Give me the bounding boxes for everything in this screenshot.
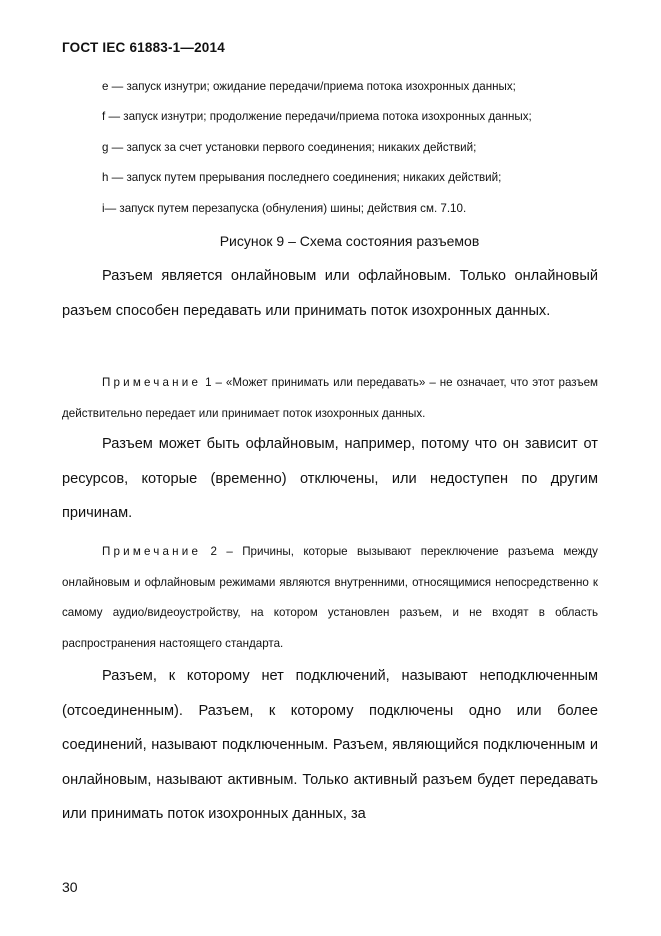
list-item-g: g — запуск за счет установки первого соединения; никаких действий; (102, 141, 477, 154)
note-1 (62, 368, 598, 429)
note-2-text: 2 – Причины, которые вызывают переключение разъема между онлайновым и офлайновым режимами являются внутренними, относящимися непосредственно к самому аудио/видеоустройству, на котором установлен разъем, и не входят в область распространения настоящего стандарта. (62, 545, 598, 650)
list-item-h: h — запуск путем прерывания последнего соединения; никаких действий; (102, 171, 502, 184)
paragraph-online-offline: Разъем является онлайновым или офлайновым. Только онлайновый разъем способен передавать или принимать поток изохронных данных. (62, 268, 598, 319)
paragraph-offline-reason: Разъем может быть офлайновым, например, потому что он зависит от ресурсов, которые (временно) отключены, или недоступен по другим причинам. (62, 436, 598, 521)
document-header: ГОСТ IEC 61883-1—2014 (62, 40, 225, 55)
paragraph-connection-states: Разъем, к которому нет подключений, называют неподключенным (отсоединенным). Разъем, к которому подключены одно или более соединений, называют подключенным. Разъем, являющийся подключенным и онлайновым, называют активным. Только активный разъем будет передавать или принимать поток изохронных данных, за (62, 668, 598, 822)
figure-caption: Рисунок 9 – Схема состояния разъемов (219, 233, 480, 249)
page-number: 30 (62, 879, 78, 895)
note-2-label: Примечание (102, 545, 202, 558)
list-item-f: f — запуск изнутри; продолжение передачи/приема потока изохронных данных; (102, 110, 532, 123)
list-item-i: i— запуск путем перезапуска (обнуления) шины; действия см. 7.10. (102, 202, 467, 215)
note-2 (62, 537, 598, 659)
note-1-label: Примечание (102, 376, 202, 389)
note-1-text: 1 – «Может принимать или передавать» – не означает, что этот разъем действительно передает или принимает поток изохронных данных. (62, 376, 598, 420)
list-item-e: e — запуск изнутри; ожидание передачи/приема потока изохронных данных; (102, 80, 516, 93)
